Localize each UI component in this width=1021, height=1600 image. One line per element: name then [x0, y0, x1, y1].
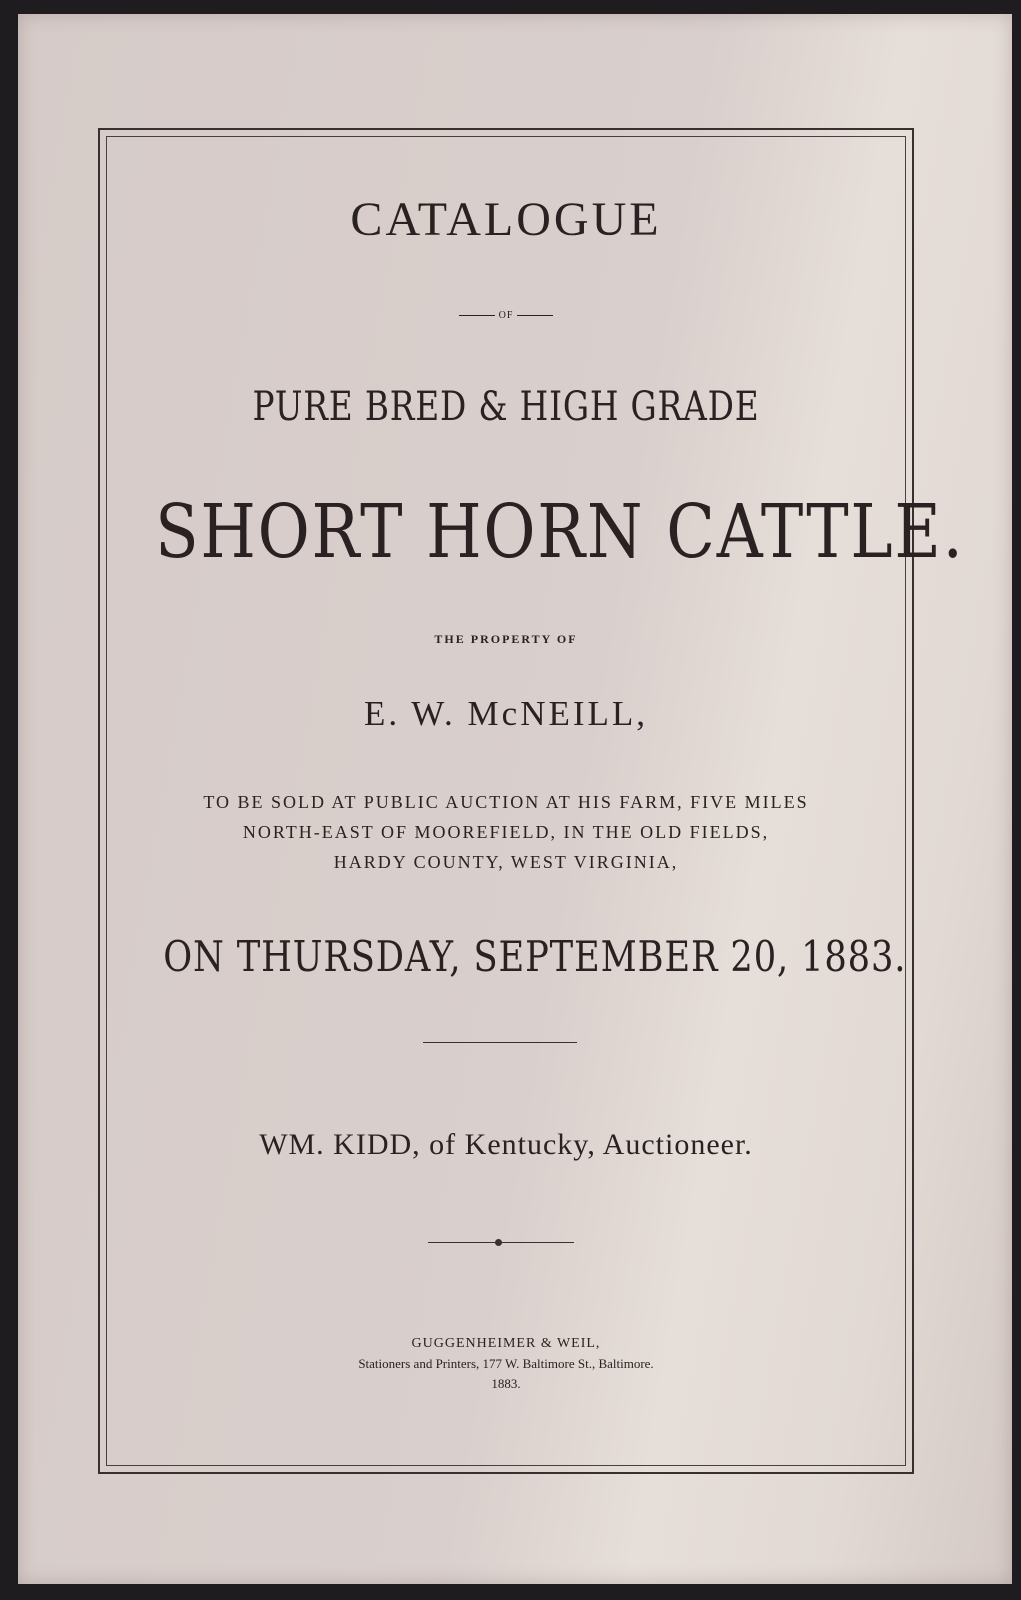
ornament-dot — [495, 1239, 502, 1246]
catalogue-page — [18, 14, 1012, 1584]
auctioneer: WM. KIDD, of Kentucky, Auctioneer. — [259, 1128, 753, 1161]
sale-location-line: NORTH-EAST OF MOOREFIELD, IN THE OLD FIELDS, — [242, 822, 770, 842]
of-rule-right — [517, 315, 553, 316]
print-year: 1883. — [491, 1376, 521, 1391]
printer-name: GUGGENHEIMER & WEIL, — [411, 1336, 601, 1351]
printer-address: Stationers and Printers, 177 W. Baltimore St., Baltimore. — [358, 1356, 654, 1371]
subtitle: PURE BRED & HIGH GRADE — [252, 384, 760, 430]
owner-name: E. W. McNEILL, — [363, 694, 649, 733]
main-title: SHORT HORN CATTLE. — [155, 489, 965, 575]
sale-date: ON THURSDAY, SEPTEMBER 20, 1883. — [163, 932, 907, 981]
of-rule-left — [459, 315, 495, 316]
divider-rule — [423, 1042, 577, 1043]
property-of-label: THE PROPERTY OF — [434, 632, 578, 646]
of-label: OF — [498, 310, 514, 321]
ornament-rule — [428, 1242, 574, 1243]
sale-location-line: HARDY COUNTY, WEST VIRGINIA, — [333, 852, 679, 872]
sale-location-line: TO BE SOLD AT PUBLIC AUCTION AT HIS FARM, FIVE MILES — [203, 792, 809, 812]
of-line — [98, 310, 914, 321]
catalogue-title: CATALOGUE — [350, 193, 662, 246]
